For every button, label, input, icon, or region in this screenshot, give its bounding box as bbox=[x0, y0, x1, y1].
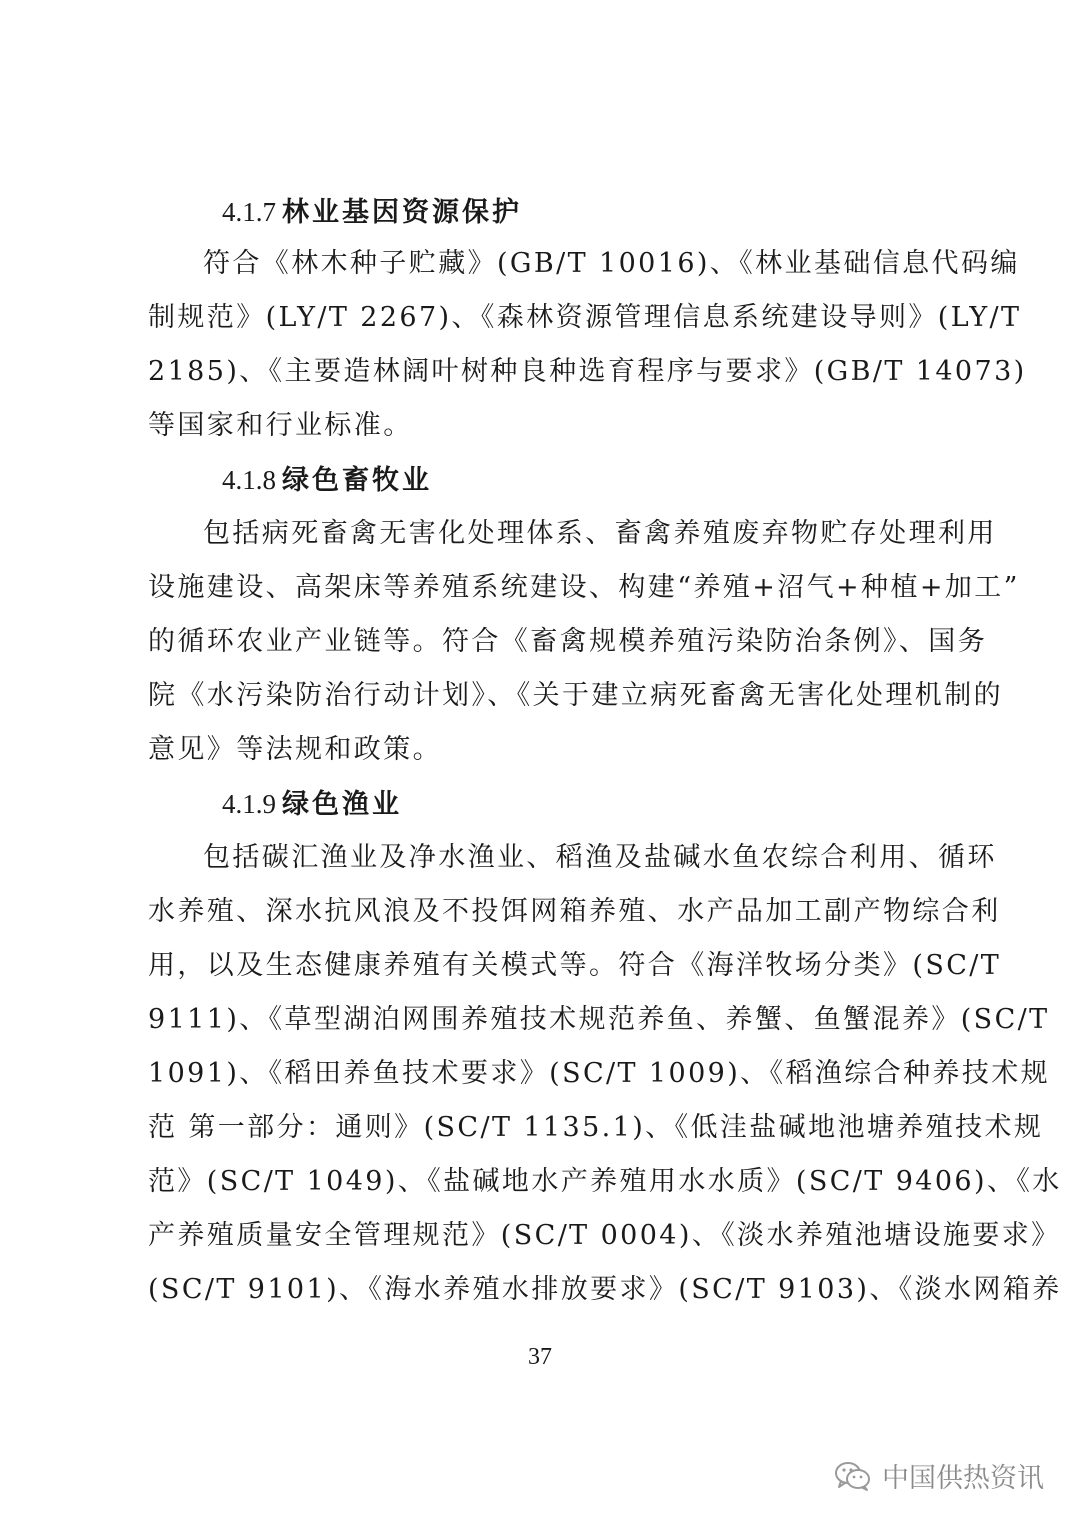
watermark bbox=[834, 1456, 1044, 1495]
paragraph-line: 院《水污染防治行动计划》、《关于建立病死畜禽无害化处理机制的 bbox=[148, 680, 1003, 711]
section-number: 4.1.8 bbox=[222, 465, 276, 495]
section-title: 绿色畜牧业 bbox=[282, 465, 432, 496]
paragraph-line: 包括碳汇渔业及净水渔业、稻渔及盐碱水鱼农综合利用、循环 bbox=[203, 842, 997, 873]
paragraph-line: 用，以及生态健康养殖有关模式等。符合《海洋牧场分类》(SC/T bbox=[148, 950, 1002, 981]
paragraph-line: 意见》等法规和政策。 bbox=[148, 734, 442, 765]
paragraph-line: 2185)、《主要造林阔叶树种良种选育程序与要求》(GB/T 14073) bbox=[148, 356, 1027, 387]
paragraph-line: 的循环农业产业链等。符合《畜禽规模养殖污染防治条例》、国务 bbox=[148, 626, 988, 657]
paragraph-line: 范 第一部分：通则》(SC/T 1135.1)、《低洼盐碱地池塘养殖技术规 bbox=[148, 1112, 1044, 1143]
section-number: 4.1.7 bbox=[222, 197, 276, 227]
paragraph-line: 9111)、《草型湖泊网围养殖技术规范养鱼、养蟹、鱼蟹混养》(SC/T bbox=[148, 1004, 1050, 1035]
watermark-text: 中国供热资讯 bbox=[882, 1463, 1044, 1494]
paragraph-line: 范》(SC/T 1049)、《盐碱地水产养殖用水水质》(SC/T 9406)、《水 bbox=[148, 1166, 1062, 1197]
paragraph-line: 等国家和行业标准。 bbox=[148, 410, 413, 441]
section-heading-4-1-7 bbox=[222, 194, 522, 231]
page-number: 37 bbox=[528, 1344, 552, 1370]
section-number: 4.1.9 bbox=[222, 789, 276, 819]
paragraph-line: 设施建设、高架床等养殖系统建设、构建“养殖+沼气+种植+加工” bbox=[148, 572, 1020, 603]
paragraph-line: 水养殖、深水抗风浪及不投饵网箱养殖、水产品加工副产物综合利 bbox=[148, 896, 1001, 927]
wechat-icon bbox=[834, 1460, 872, 1492]
section-heading-4-1-9 bbox=[222, 786, 402, 823]
paragraph-line: (SC/T 9101)、《海水养殖水排放要求》(SC/T 9103)、《淡水网箱养 bbox=[148, 1274, 1062, 1305]
paragraph-line: 制规范》(LY/T 2267)、《森林资源管理信息系统建设导则》(LY/T bbox=[148, 302, 1022, 333]
paragraph-line: 包括病死畜禽无害化处理体系、畜禽养殖废弃物贮存处理利用 bbox=[203, 518, 997, 549]
paragraph-line: 产养殖质量安全管理规范》(SC/T 0004)、《淡水养殖池塘设施要求》 bbox=[148, 1220, 1061, 1251]
section-title: 绿色渔业 bbox=[282, 789, 402, 820]
paragraph-line: 符合《林木种子贮藏》(GB/T 10016)、《林业基础信息代码编 bbox=[203, 248, 1020, 279]
paragraph-line: 1091)、《稻田养鱼技术要求》(SC/T 1009)、《稻渔综合种养技术规 bbox=[148, 1058, 1051, 1089]
section-heading-4-1-8 bbox=[222, 462, 432, 499]
section-title: 林业基因资源保护 bbox=[282, 197, 522, 228]
